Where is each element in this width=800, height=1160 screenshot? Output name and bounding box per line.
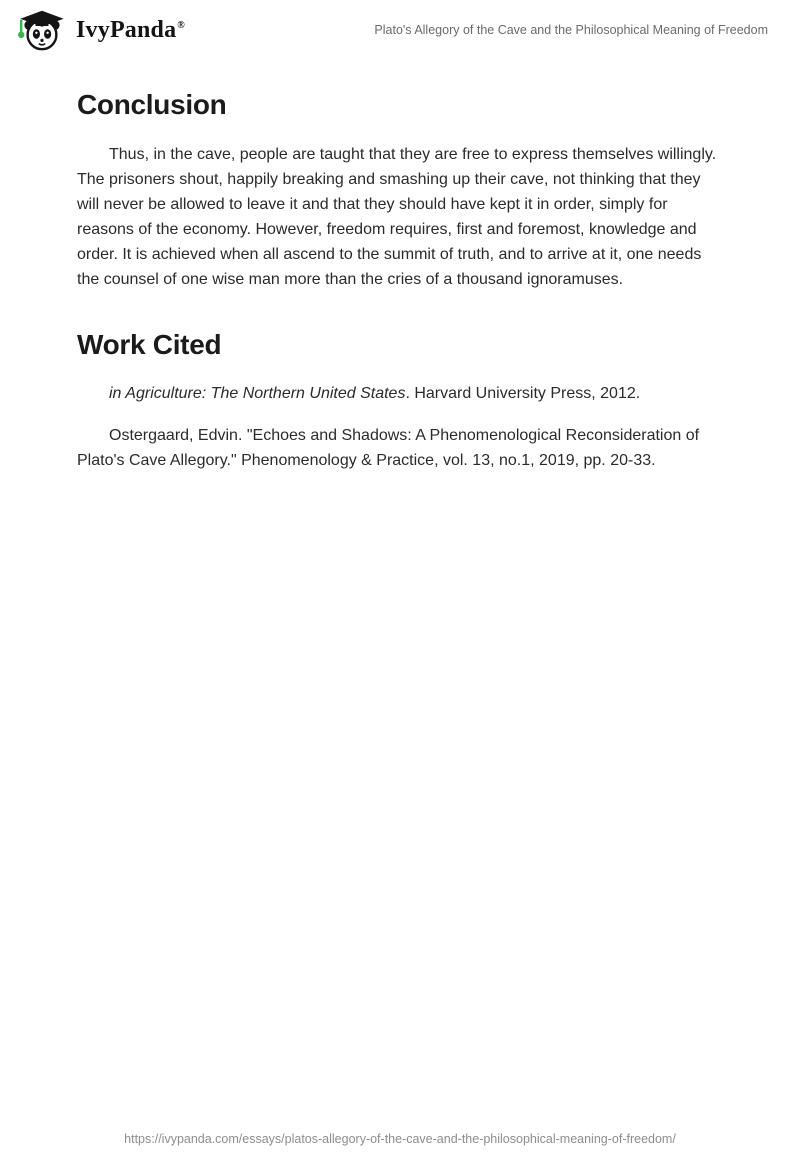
document-body	[0, 88, 800, 473]
conclusion-heading: Conclusion	[77, 89, 227, 120]
source-url[interactable]: https://ivypanda.com/essays/platos-allegory-of-the-cave-and-the-philosophical-meaning-of-freedom/	[124, 1132, 676, 1146]
work-cited-entry-1	[77, 381, 723, 406]
work-cited-entry-2: Ostergaard, Edvin. "Echoes and Shadows: A Phenomenological Reconsideration of Plato's Cave Allegory." Phenomenology & Practice, vol. 13, no.1, 2019, pp. 20-33.	[77, 427, 700, 470]
citation-publisher: . Harvard University Press, 2012.	[405, 385, 641, 403]
page-header	[0, 0, 800, 58]
page-footer	[0, 1130, 800, 1148]
registered-trademark: ®	[177, 19, 185, 31]
ivypanda-logo[interactable]	[18, 8, 185, 52]
document-title: Plato's Allegory of the Cave and the Philosophical Meaning of Freedom	[374, 23, 768, 37]
conclusion-paragraph: Thus, in the cave, people are taught that they are free to express themselves willingly. The prisoners shout, happily breaking and smashing up their cave, not thinking that they will never be allowed to leave it and that they should have kept it in order, simply for reasons of the economy. However, freedom requires, first and foremost, knowledge and order. It is achieved when all ascend to the summit of truth, and to arrive at it, one needs the counsel of one wise man more than the cries of a thousand ignoramuses.	[77, 145, 717, 288]
brand-name: IvyPanda®	[76, 16, 185, 43]
citation-title-italic: in Agriculture: The Northern United States	[109, 385, 406, 403]
panda-logo-icon	[18, 8, 66, 52]
work-cited-heading: Work Cited	[77, 328, 222, 360]
